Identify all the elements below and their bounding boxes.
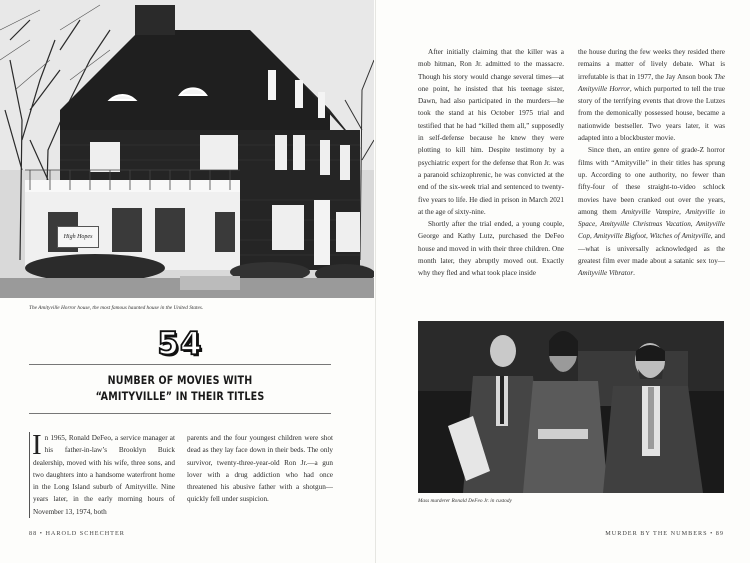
house-photo-caption: The Amityville Horror house, the most famous haunted house in the United States. — [29, 305, 204, 311]
headline-top-rule — [29, 364, 331, 365]
big-number: 54 — [157, 326, 203, 362]
custody-photo-caption: Mass murderer Ronald DeFeo Jr. in custody — [418, 498, 512, 504]
right-column-1 — [418, 46, 564, 280]
right-col2-p1: the house during the few weeks they resided there remains a matter of lively debate. What is irrefutable is that in 1977, the Jay Anson book The Amityville Horror, which purported to tell the true story of the terrifying events that drove the Lutzes from the demonically possessed house, became a nationwide bestseller. Two years later, it was adapted into a blockbuster movie. — [578, 48, 725, 143]
headline-bottom-rule — [29, 413, 331, 414]
headline — [41, 372, 319, 404]
left-column-1 — [29, 429, 175, 518]
left-col2-text: parents and the four youngest children were shot dead as they lay face down in their beds. The only survivor, twenty-three-year-old Ron Jr.—a gun lover with a drug addiction who had once threatened his abusive father with a shotgun—quickly fell under suspicion. — [187, 434, 333, 504]
left-folio: 88 • HAROLD SCHECHTER — [29, 530, 125, 537]
headline-line-1: NUMBER OF MOVIES WITH — [107, 373, 253, 387]
drop-cap: I — [32, 429, 42, 461]
right-page — [376, 0, 750, 563]
right-column-2 — [578, 46, 725, 280]
left-col1-text: n 1965, Ronald DeFeo, a service manager at his father-in-law’s Brooklyn Buick dealership, moved with his wife, three sons, and two daughters into a handsome waterfront home in the Long Island suburb of Amityville. Nine years later, in the early morning hours of November 13, 1974, both — [33, 434, 175, 516]
right-folio: MURDER BY THE NUMBERS • 89 — [605, 530, 724, 537]
high-hopes-sign: High Hopes — [57, 226, 99, 248]
defeo-custody-photo — [418, 321, 724, 493]
headline-line-2: “AMITYVILLE” IN THEIR TITLES — [95, 389, 265, 404]
right-col1-p2: Shortly after the trial ended, a young couple, George and Kathy Lutz, purchased the DeFeo house and moved in with their three children. One month later, they abruptly moved out. Exactly why they fled and what took place inside — [418, 220, 564, 278]
movie-titles: Amityville Vampire, Amityville in Space, Amityville Christmas Vacation, Amityville Cop, Amityville Bigfoot, Witches of Amityville — [578, 207, 726, 241]
book-title: The Amityville Horror — [578, 72, 725, 93]
right-col2-p2: Since then, an entire genre of grade-Z horror films with “Amityville” in their titles has sprung up. According to one authority, no fewer than fifty-four of these straight-to-video schlock movies have been cranked out over the years, among them Amityville Vampire, Amityville in Space, Amityville Christmas Vacation, Amityville Cop, Amityville Bigfoot, Witches of Amityville, and—what is universally acknowledged as the greatest film ever made about a satanic sex toy—Amityville Vibrator. — [578, 146, 726, 278]
amityville-house-photo — [0, 0, 374, 298]
right-col1-p1: After initially claiming that the killer was a mob hitman, Ron Jr. admitted to the massacre. Though his story would change several times—at one point, he insisted that his teenage sister, Dawn, had also participated in the murders—he took the stand at his October 1975 trial and testified that he had “killed them all,” supposedly in self-defense because he knew they were plotting to kill him. Despite testimony by a psychiatric expert for the defense that Ron Jr. was a paranoid schizophrenic, he was convicted at the end of the six-week trial and sentenced to twenty-five years to life. He died in prison in March 2021 at the age of sixty-nine. — [418, 48, 564, 216]
left-column-2 — [187, 432, 333, 506]
movie-title-last: Amityville Vibrator — [578, 269, 634, 278]
